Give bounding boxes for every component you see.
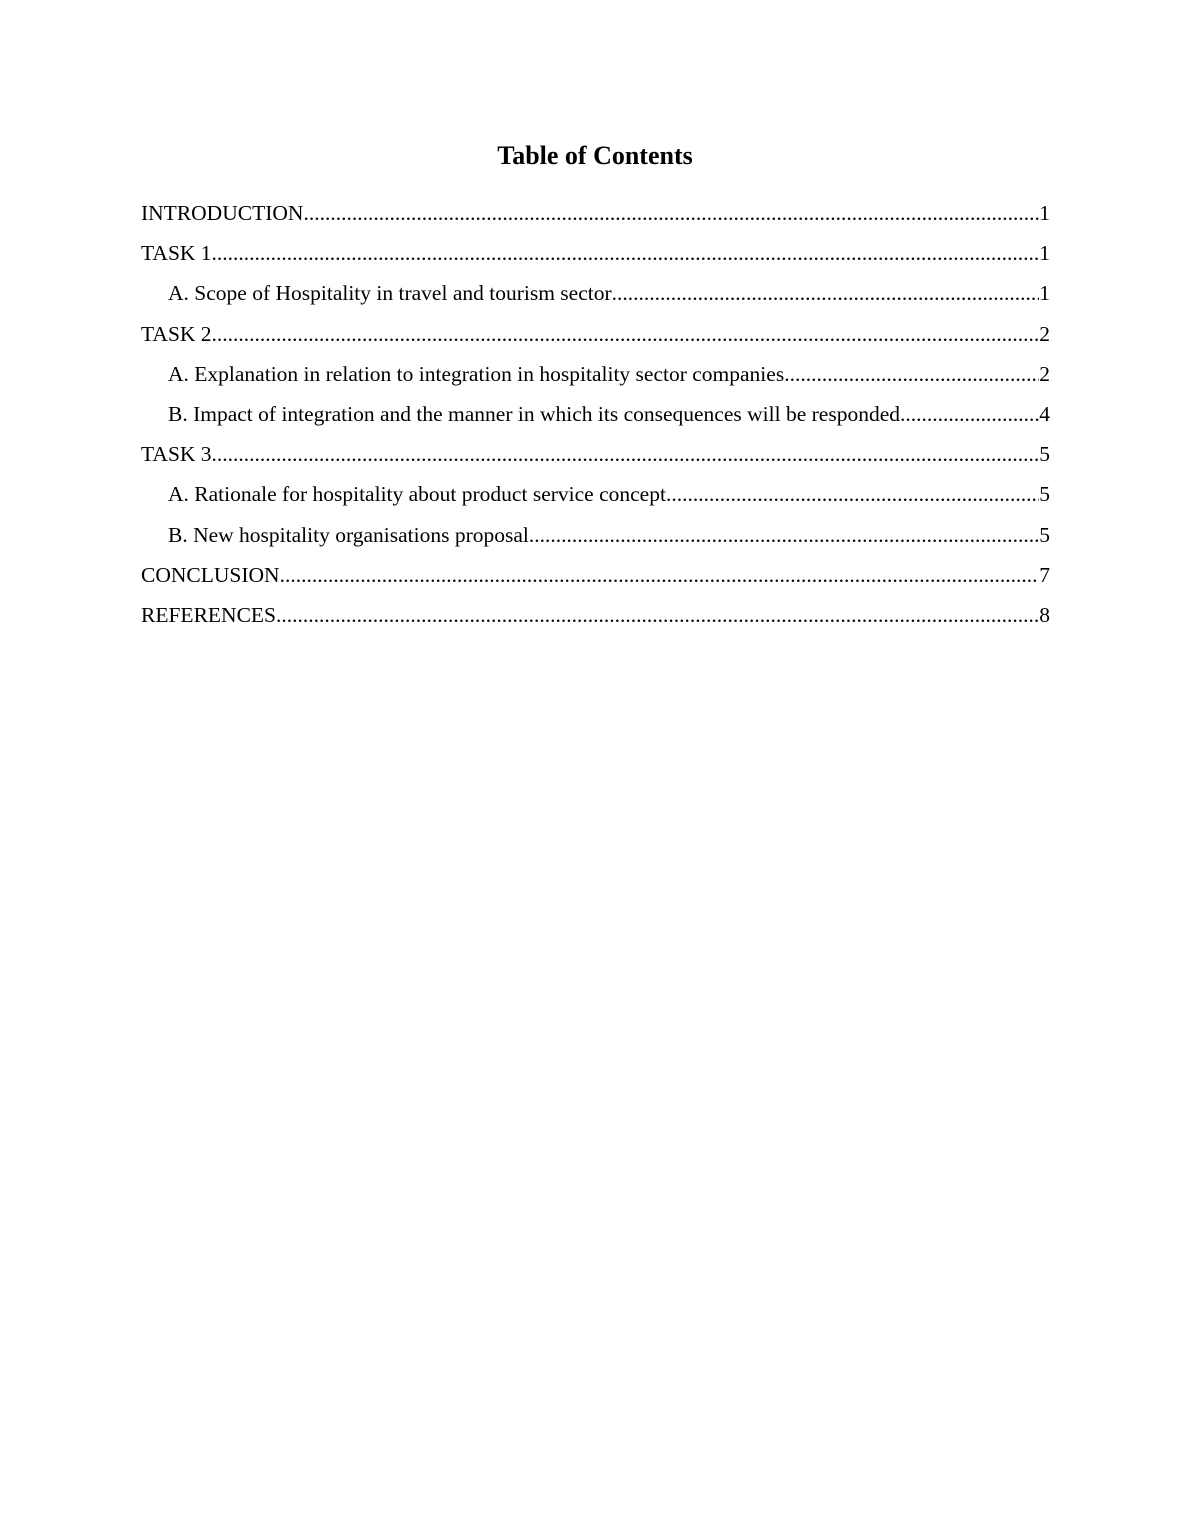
toc-entry-task-3-a[interactable]	[141, 478, 1050, 518]
toc-entry-label: INTRODUCTION	[141, 201, 304, 225]
toc-dot-leader	[666, 478, 1039, 510]
toc-dot-leader	[212, 237, 1040, 269]
toc-dot-leader	[612, 277, 1040, 309]
toc-dot-leader	[212, 318, 1040, 350]
toc-entry-conclusion[interactable]	[141, 559, 1050, 599]
toc-entry-label: B. New hospitality organisations proposal	[168, 522, 529, 547]
toc-entry-task-2-b[interactable]	[141, 398, 1050, 438]
toc-entry-page: 1	[1039, 201, 1050, 225]
toc-entry-page: 1	[1039, 281, 1050, 306]
toc-entry-label: A. Scope of Hospitality in travel and tourism sector	[168, 281, 612, 306]
toc-entry-label: A. Rationale for hospitality about product service concept	[168, 482, 666, 507]
toc-entry-label: TASK 1	[141, 241, 212, 266]
toc-list	[141, 197, 1050, 639]
toc-entry-page: 5	[1039, 522, 1050, 547]
toc-entry-page: 5	[1039, 442, 1050, 467]
toc-entry-task-1-a[interactable]	[141, 277, 1050, 317]
toc-entry-label: A. Explanation in relation to integration in hospitality sector companies	[168, 361, 785, 386]
toc-entry-task-3-b[interactable]	[141, 519, 1050, 559]
toc-dot-leader	[784, 358, 1039, 390]
toc-entry-references[interactable]	[141, 599, 1050, 639]
toc-entry-label: CONCLUSION	[141, 562, 280, 587]
toc-dot-leader	[529, 519, 1039, 551]
toc-entry-page: 8	[1039, 602, 1050, 627]
toc-entry-task-2-a[interactable]	[141, 358, 1050, 398]
toc-entry-introduction[interactable]	[141, 197, 1050, 237]
toc-dot-leader	[276, 599, 1039, 631]
toc-entry-label: TASK 2	[141, 321, 212, 346]
toc-dot-leader	[280, 559, 1040, 591]
toc-entry-label: B. Impact of integration and the manner in which its consequences will be responded	[168, 401, 900, 426]
toc-entry-page: 1	[1039, 241, 1050, 266]
toc-entry-task-3[interactable]	[141, 438, 1050, 478]
toc-entry-page: 7	[1039, 562, 1050, 587]
toc-entry-task-2[interactable]	[141, 318, 1050, 358]
toc-title: Table of Contents	[497, 141, 693, 170]
toc-entry-task-1[interactable]	[141, 237, 1050, 277]
toc-dot-leader	[900, 398, 1039, 430]
toc-entry-page: 5	[1039, 482, 1050, 507]
toc-entry-label: TASK 3	[141, 442, 212, 467]
toc-dot-leader	[303, 197, 1039, 229]
toc-entry-page: 2	[1039, 361, 1050, 386]
toc-dot-leader	[212, 438, 1040, 470]
toc-entry-label: REFERENCES	[141, 602, 276, 627]
toc-entry-page: 2	[1039, 321, 1050, 346]
toc-entry-page: 4	[1039, 401, 1050, 426]
